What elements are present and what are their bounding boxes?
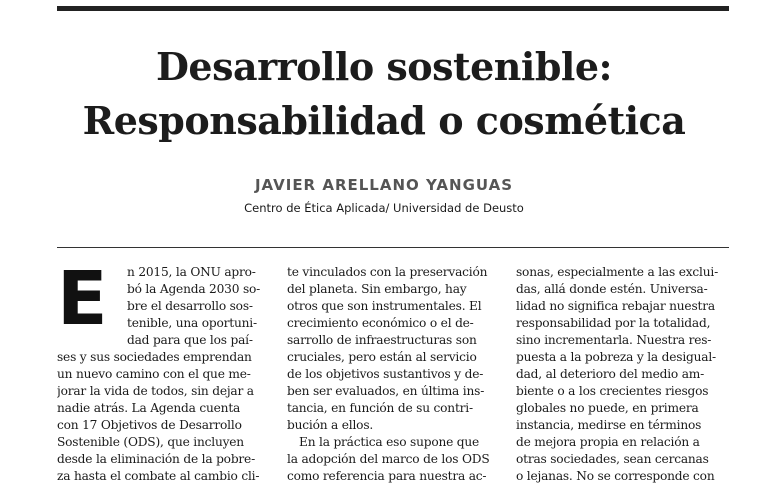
column-line: del planeta. Sin embargo, hay <box>287 282 467 296</box>
column-line: ses y sus sociedades emprendan <box>57 350 252 364</box>
column-line: o lejanas. No se corresponde con <box>516 469 715 483</box>
column-line: ben ser evaluados, en última ins- <box>287 384 485 398</box>
column-line: nadie atrás. La Agenda cuenta <box>57 401 241 415</box>
column-line: lidad no significa rebajar nuestra <box>516 299 715 313</box>
column-line: responsabilidad por la totalidad, <box>516 316 711 330</box>
column-line: bre el desarrollo sos- <box>127 299 253 313</box>
top-rule <box>57 6 729 11</box>
column-line: crecimiento económico o el de- <box>287 316 474 330</box>
column-line: de los objetivos sustantivos y de- <box>287 367 484 381</box>
column-line: En la práctica eso supone que <box>299 435 480 449</box>
column-line: za hasta el combate al cambio cli- <box>57 469 260 483</box>
section-rule <box>57 247 729 248</box>
column-line: n 2015, la ONU apro- <box>127 265 256 279</box>
article-column-3 <box>516 264 729 485</box>
column-line: bó la Agenda 2030 so- <box>127 282 261 296</box>
column-line: otros que son instrumentales. El <box>287 299 482 313</box>
column-line: instancia, medirse en términos <box>516 418 702 432</box>
column-line: dad, al deterioro del medio am- <box>516 367 705 381</box>
column-line: dad para que los paí- <box>127 333 253 347</box>
column-line: un nuevo camino con el que me- <box>57 367 251 381</box>
column-line: das, allá donde estén. Universa- <box>516 282 708 296</box>
column-line: cruciales, pero están al servicio <box>287 350 477 364</box>
headline-line-2: Responsabilidad o cosmética <box>82 98 686 143</box>
column-line: la adopción del marco de los ODS <box>287 452 490 466</box>
column-line: tancia, en función de su contri- <box>287 401 473 415</box>
author-name: JAVIER ARELLANO YANGUAS <box>254 176 514 194</box>
column-line: sonas, especialmente a las exclui- <box>516 265 718 279</box>
column-line: sarrollo de infraestructuras son <box>287 333 477 347</box>
column-line: desde la eliminación de la pobre- <box>57 452 255 466</box>
headline-line-1: Desarrollo sostenible: <box>155 44 613 89</box>
article-column-2 <box>287 264 499 485</box>
drop-cap: E <box>57 256 108 342</box>
column-line: sino incrementarla. Nuestra res- <box>516 333 712 347</box>
author-affiliation: Centro de Ética Aplicada/ Universidad de Deusto <box>244 201 524 215</box>
column-line: bución a ellos. <box>287 418 374 432</box>
column-line: biente o a los crecientes riesgos <box>516 384 709 398</box>
column-line: globales no puede, en primera <box>516 401 699 415</box>
column-line: jorar la vida de todos, sin dejar a <box>57 384 254 398</box>
column-line: otras sociedades, sean cercanas <box>516 452 709 466</box>
column-line: de mejora propia en relación a <box>516 435 700 449</box>
column-line: te vinculados con la preservación <box>287 265 488 279</box>
article-column-1 <box>57 256 270 485</box>
column-line: tenible, una oportuni- <box>127 316 257 330</box>
column-line: como referencia para nuestra ac- <box>287 469 487 483</box>
column-line: Sostenible (ODS), que incluyen <box>57 435 244 449</box>
column-line: puesta a la pobreza y la desigual- <box>516 350 716 364</box>
column-line: con 17 Objetivos de Desarrollo <box>57 418 242 432</box>
